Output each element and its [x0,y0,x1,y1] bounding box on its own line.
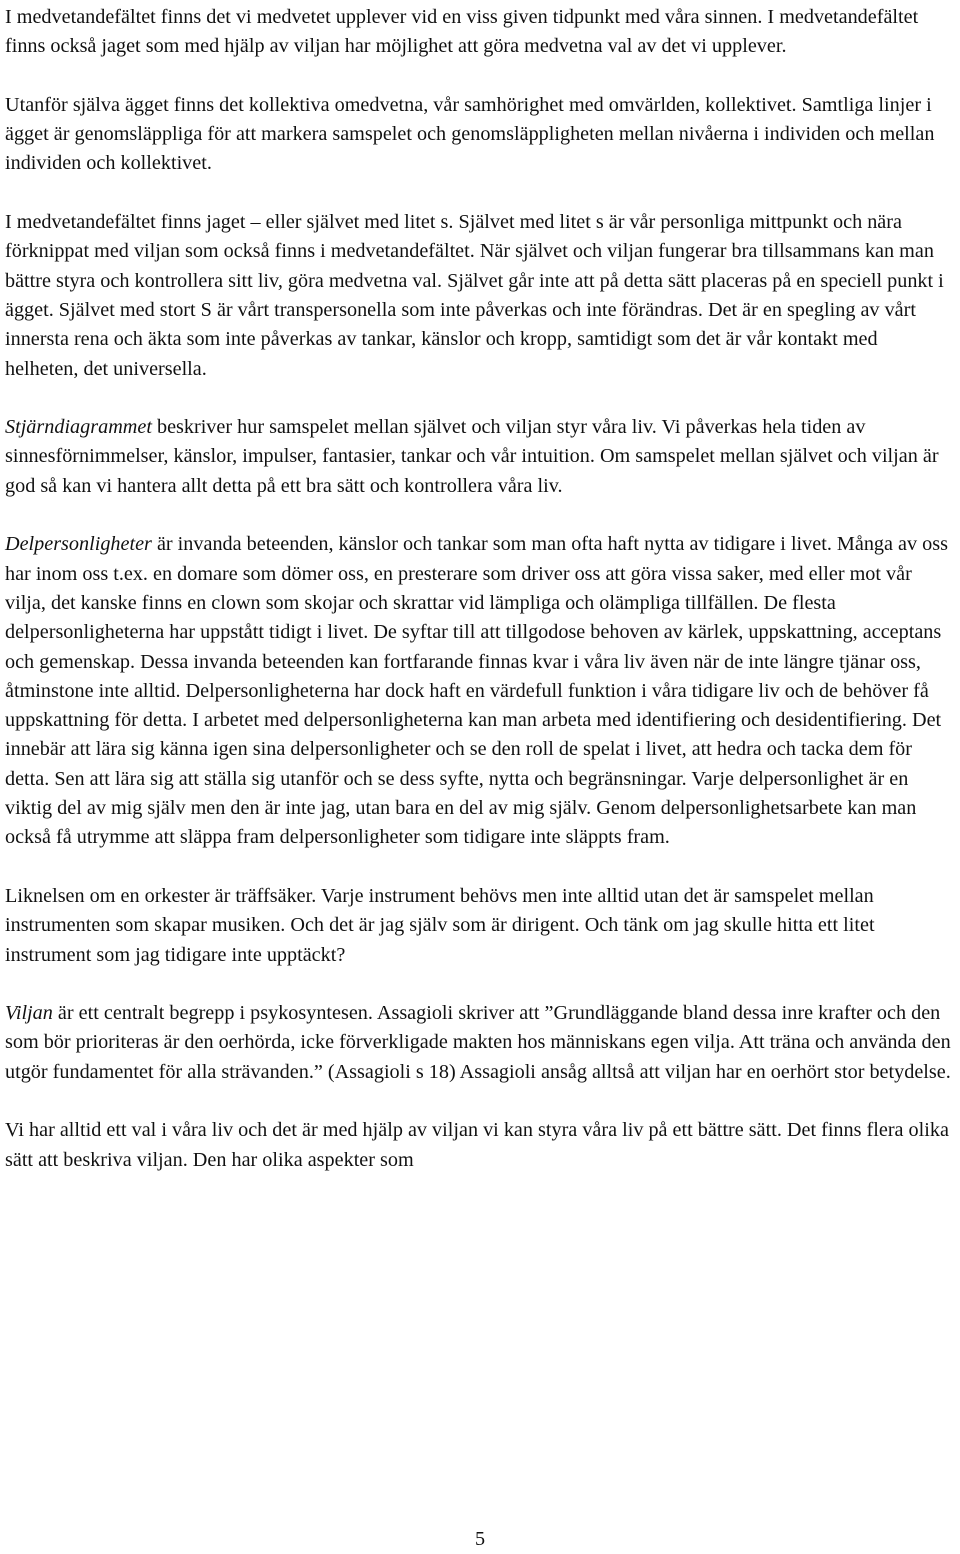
paragraph-text: Liknelsen om en orkester är träffsäker. Varje instrument behövs men inte alltid utan det är samspelet mellan instrumenten som skapar musiken. Och det är jag själv som är dirigent. Och tänk om jag skulle hitta ett litet instrument som jag tidigare inte upptäckt? [5,884,875,966]
paragraph-medvetandefaltet [5,3,955,62]
paragraph-text: är ett centralt begrepp i psykosyntesen. Assagioli skriver att ”Grundläggande bland dessa inre krafter och den som bör prioriteras är den oerhörda, icke förverkligade makten hos människans egen vilja. Att träna och använda den utgör fundamentet för alla strävanden.” (Assagioli s 18) Assagioli ansåg alltså att viljan har en oerhört stor betydelse. [5,1002,951,1083]
page-number: 5 [474,1528,486,1550]
body-text [5,3,955,1175]
paragraph-text: Vi har alltid ett val i våra liv och det är med hjälp av viljan vi kan styra våra liv på ett bättre sätt. Det finns flera olika sätt att beskriva viljan. Den har olika aspekter som [5,1119,949,1171]
term-stjarndiagrammet: Stjärndiagrammet [5,416,152,439]
paragraph-text: I medvetandefältet finns jaget – eller självet med litet s. Självet med litet s är vår personliga mittpunkt och nära förknippat med viljan som också finns i medvetandefältet. När självet och viljan fungerar bra tillsammans kan man bättre styra och kontrollera sitt liv, göra medvetna val. Självet går inte att på detta sätt placeras på en speciell punkt i ägget. Självet med stort S är vårt transpersonella som inte påverkas och inte förändras. Det är en spegling av vårt innersta rena och äkta som inte påverkas av tankar, känslor och kropp, samtidigt som det är vår kontakt med helheten, det universella. [5,211,944,380]
paragraph-val [5,1116,955,1175]
paragraph-viljan [5,999,955,1087]
paragraph-delpersonligheter [5,530,955,852]
paragraph-kollektiva-omedvetna [5,91,955,179]
term-delpersonligheter: Delpersonligheter [5,533,152,556]
term-viljan: Viljan [5,1002,53,1025]
paragraph-jaget-sjalvet [5,208,955,384]
paragraph-stjarndiagrammet [5,413,955,501]
paragraph-text: är invanda beteenden, känslor och tankar som man ofta haft nytta av tidigare i livet. Många av oss har inom oss t.ex. en domare som dömer oss, en presterare som driver oss att göra vissa saker, med eller mot vår vilja, det kanske finns en clown som skojar och skrattar vid lämpliga och olämpliga tillfällen. De flesta delpersonligheterna har uppstått tidigt i livet. De syftar till att tillgodose behoven av kärlek, uppskattning, acceptans och gemenskap. Dessa invanda beteenden kan fortfarande finnas kvar i våra liv även när de inte längre tjänar oss, åtminstone inte alltid. Delpersonligheterna har dock haft en värdefull funktion i våra tidigare liv och de behöver få uppskattning för detta. I arbetet med delpersonligheterna kan man arbeta med identifiering och desidentifiering. Det innebär att lära sig känna igen sina delpersonligheter och se den roll de spelat i livet, att hedra och tacka dem för detta. Sen att lära sig att ställa sig utanför och se dess syfte, nytta och begränsningar. Varje delpersonlighet är en viktig del av mig själv men den är inte jag, utan bara en del av mig själv. Genom delpersonlighetsarbete kan man också få utrymme att släppa fram delpersonligheter som tidigare inte släppts fram. [5,533,948,849]
paragraph-orkester [5,882,955,970]
paragraph-text: beskriver hur samspelet mellan självet och viljan styr våra liv. Vi påverkas hela tiden av sinnesförnimmelser, känslor, impulser, fantasier, tankar och vår intuition. Om samspelet mellan självet och viljan är god så kan vi hantera allt detta på ett bra sätt och kontrollera våra liv. [5,416,939,497]
paragraph-text: Utanför själva ägget finns det kollektiva omedvetna, vår samhörighet med omvärlden, kollektivet. Samtliga linjer i ägget är genomsläppliga för att markera samspelet och genomsläppligheten mellan nivåerna i individen och mellan individen och kollektivet. [5,93,935,175]
paragraph-text: I medvetandefältet finns det vi medvetet upplever vid en viss given tidpunkt med våra sinnen. I medvetandefältet finns också jaget som med hjälp av viljan har möjlighet att göra medvetna val av det vi upplever. [5,6,919,58]
